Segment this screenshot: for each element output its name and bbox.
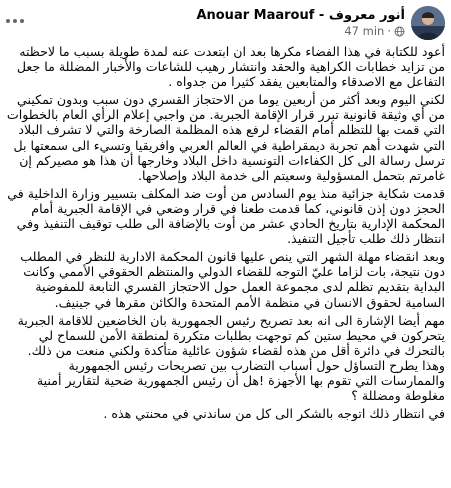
post-paragraph: لكني اليوم وبعد أكثر من أربعين يوما من الاحتجاز القسري دون سبب وبدون تمكيني من أي وثيقة قانونية تبرر قرار الإقامة الجبرية. من واجبي إعلام الرأي العام بالخطوات التي قمت بها للتظلم أمام القضاء لرفع هذه المظلمة الصارخة والتي لا تشرف البلاد التي شهدت أهم تجربة ديمقراطية في العالم العربي وافريقيا وتسيء الى سمعتها بل ترسل رسالة الى كل الكفاءات التونسية داخل البلاد وخارجها أن هذا هو مصيركم إن غامرتم بتحمل المسؤولية وسعيتم الى خدمة البلاد وإصلاحها. (6, 92, 445, 183)
post-meta (196, 24, 405, 39)
avatar[interactable] (411, 6, 445, 40)
post-paragraph: في انتظار ذلك اتوجه بالشكر الى كل من ساندني في محنتي هذه . (103, 406, 445, 422)
meta-separator: · (387, 24, 391, 38)
post-body (6, 44, 445, 424)
profile-photo (411, 6, 445, 40)
globe-icon[interactable] (394, 26, 405, 37)
post-header (0, 6, 451, 40)
post-timestamp[interactable]: 47 min (344, 24, 385, 38)
more-options-icon (6, 19, 10, 23)
post-paragraph: قدمت شكاية جزائية منذ يوم السادس من أوت ضد المكلف بتسيير وزارة الداخلية في الحجز دون إذن قانوني، كما قدمت طعنا في قرار وضعي في الإقامة الجبرية أمام المحكمة الإدارية بتاريخ الحادي عشر من أوت بالإضافة الى طلب توقيف التنفيذ وفي انتظار ذلك طلب تأجيل التنفيذ. (7, 185, 445, 247)
author-name-link[interactable]: Anouar Maarouf - أنور معروف (196, 8, 405, 23)
post-paragraph: مهم أيضا الإشارة الى انه بعد تصريح رئيس الجمهورية بان الخاضعين للاقامة الجبرية يتحركون في محيط ستين كم توجهت بطلبات متكررة لمنطقة الأمن للسماح لي بالتحرك في دائرة أقل من هذه لقضاء شؤون عائلية متأكدة ولكني منعت من ذلك. وهذا يطرح التساؤل حول أسباب التضارب بين تصريحات رئيس الجمهورية والممارسات التي تقوم بها الأجهزة !هل أن رئيس الجمهورية ضحية لتقارير أمنية مغلوطة ومضللة ؟ (17, 312, 445, 404)
post-paragraph: وبعد انقضاء مهلة الشهر التي ينص عليها قانون المحكمة الادارية للنظر في المطلب دون نتيجة، بات لزاما عليّ التوجه للقضاء الدولي والمنتظم الحقوقي الأممي وكانت البداية بتقديم تظلم لدى مجموعة العمل حول الاحتجاز القسري التابعة للمفوضية السامية لحقوق الانسان في منظمة الأمم المتحدة والكائن مقرها في جينيف. (20, 249, 445, 310)
more-options-button[interactable] (2, 10, 36, 32)
post-paragraph: أعود للكتابة في هذا الفضاء مكرها بعد ان ابتعدت عنه لمدة طويلة بسبب ما لاحظته من تزايد خطابات الكراهية والحقد وانتشار رهيب للشاعات والأخبار المضللة ما جعل التفاعل مع الاصدقاء والمتابعين يفقد كثيرا من جدواه . (16, 44, 445, 90)
author-block (196, 8, 405, 39)
